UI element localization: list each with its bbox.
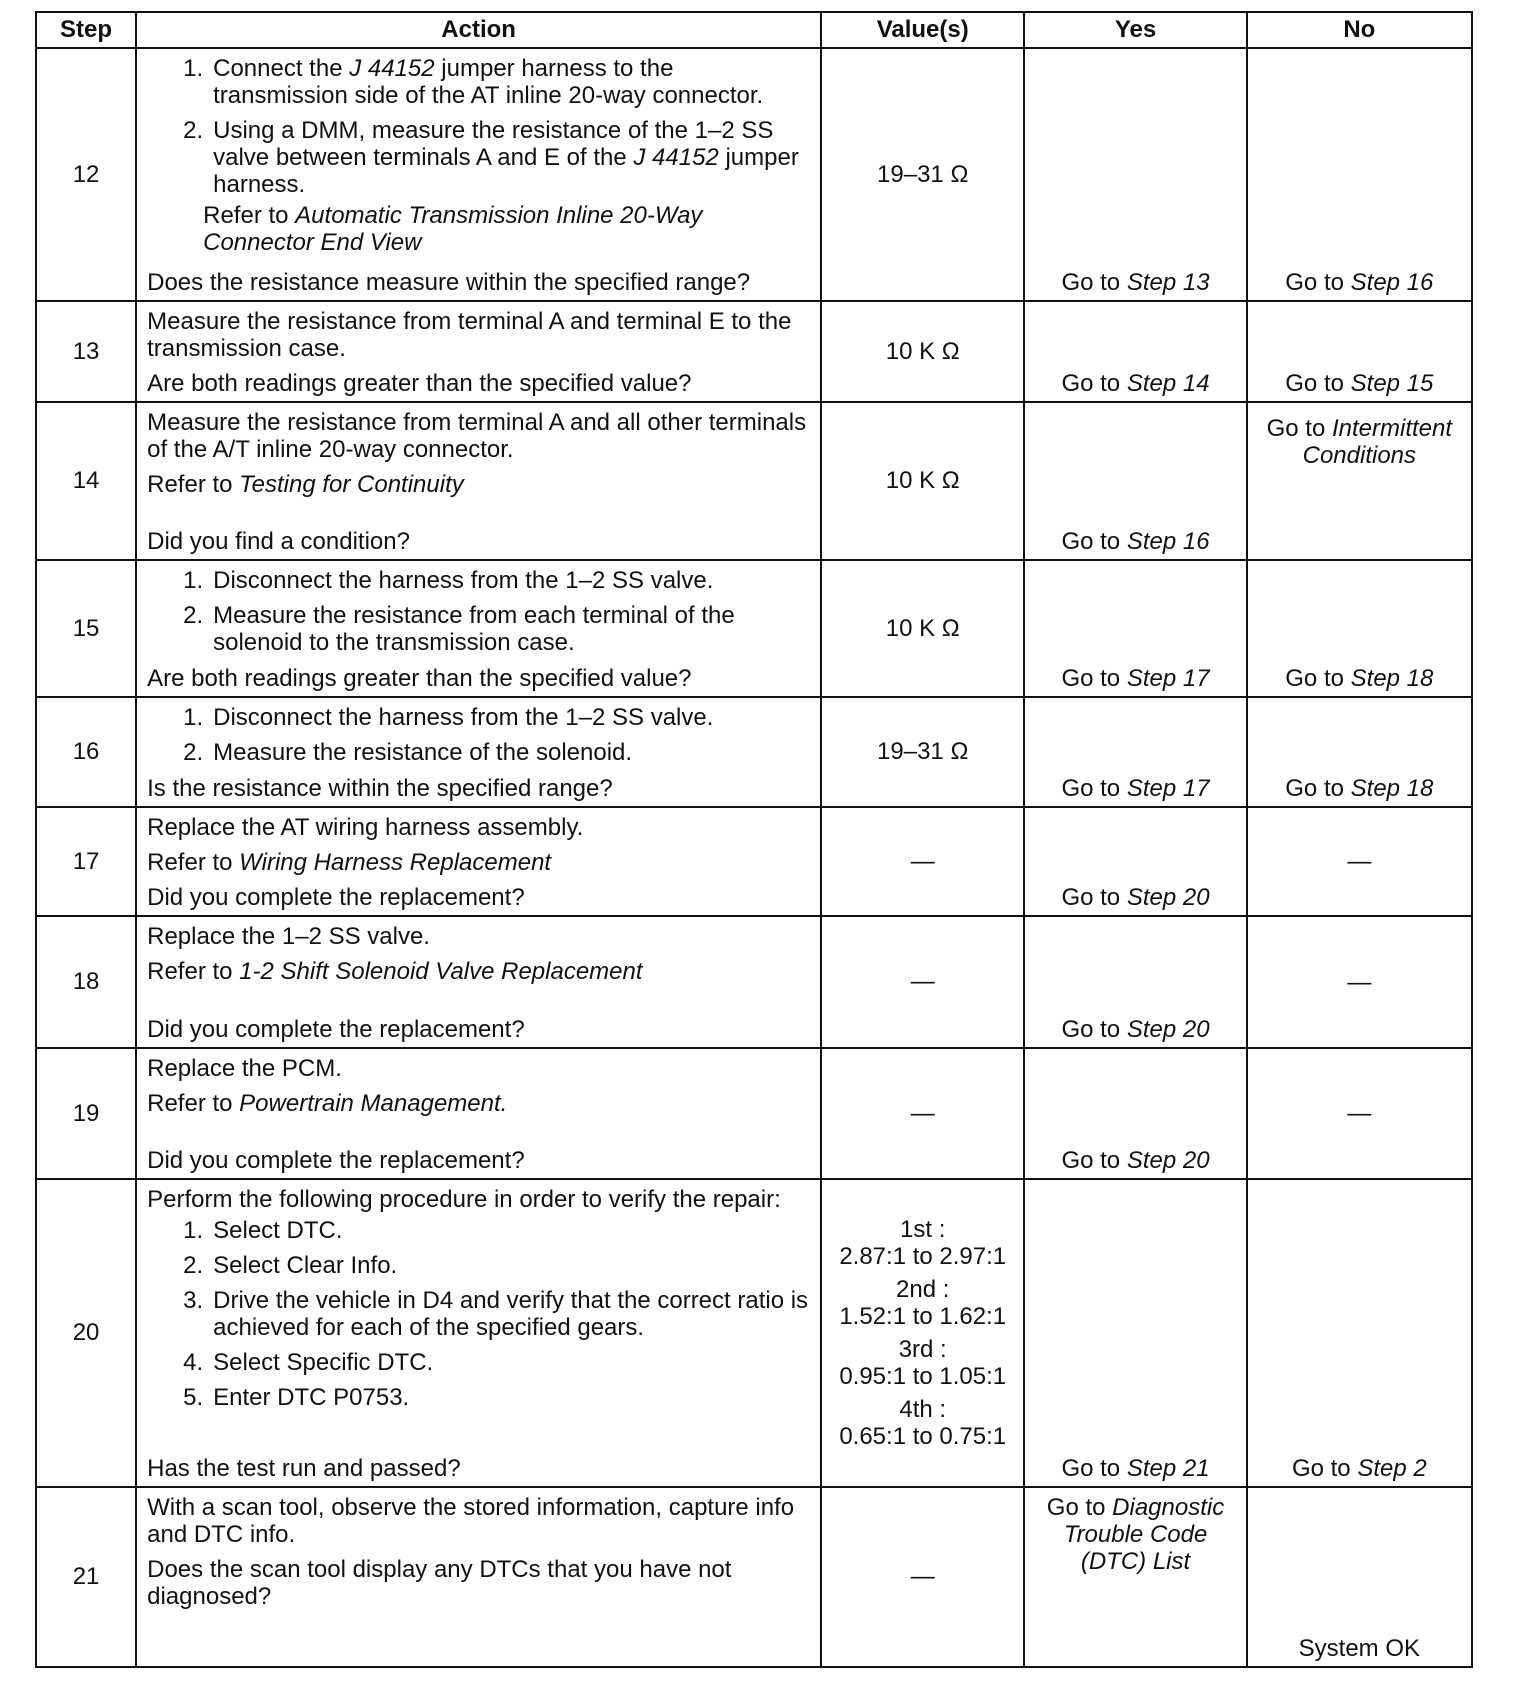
- value-cell: 10 K Ω: [821, 560, 1024, 697]
- question-text: Did you complete the replacement?: [147, 1147, 525, 1174]
- action-cell: Measure the resistance from terminal A and all other terminals of the A/T inline 20-way connector. Refer to Testing for Continuity Did you find a condition?: [136, 402, 821, 560]
- question-text: Has the test run and passed?: [147, 1455, 461, 1482]
- no-cell: —: [1247, 916, 1472, 1048]
- list-item: 1. Disconnect the harness from the 1–2 SS valve.: [183, 704, 714, 731]
- list-item: 4. Select Specific DTC.: [183, 1349, 434, 1376]
- question-text: Did you complete the replacement?: [147, 884, 525, 911]
- no-cell: Go to Step 2: [1247, 1179, 1472, 1487]
- yes-cell: Go to Step 17: [1024, 560, 1246, 697]
- table-row: [36, 1487, 1472, 1667]
- value-cell: —: [821, 1048, 1024, 1179]
- list-item: 2. Select Clear Info.: [183, 1252, 398, 1279]
- refer-text: Refer to Powertrain Management.: [147, 1090, 508, 1117]
- step-number: 21: [36, 1487, 136, 1667]
- list-item: 1. Connect the J 44152 jumper harness to the transmission side of the AT inline 20-way connector.: [183, 55, 764, 109]
- step-number: 13: [36, 301, 136, 402]
- action-cell: [136, 48, 821, 301]
- header-values: Value(s): [821, 12, 1024, 48]
- header-step: Step: [36, 12, 136, 48]
- list-item: 5. Enter DTC P0753.: [183, 1384, 410, 1411]
- question-text: Are both readings greater than the specified value?: [147, 665, 692, 692]
- yes-cell: Go to Step 17: [1024, 697, 1246, 807]
- refer-text: Refer to Automatic Transmission Inline 20-Way Connector End View: [203, 202, 703, 256]
- question-text: Does the resistance measure within the specified range?: [147, 269, 751, 296]
- step-number: 20: [36, 1179, 136, 1487]
- value-cell: 10 K Ω: [821, 402, 1024, 560]
- action-cell: Replace the PCM. Refer to Powertrain Management. Did you complete the replacement?: [136, 1048, 821, 1179]
- refer-text: Refer to Testing for Continuity: [147, 471, 464, 498]
- list-item: 1. Select DTC.: [183, 1217, 343, 1244]
- question-text: Did you complete the replacement?: [147, 1016, 525, 1043]
- yes-cell: Go to Step 20: [1024, 916, 1246, 1048]
- table-row: [36, 48, 1472, 301]
- no-cell: Go to Step 18: [1247, 560, 1472, 697]
- step-number: 19: [36, 1048, 136, 1179]
- action-cell: [136, 697, 821, 807]
- action-cell: Perform the following procedure in order to verify the repair: 1. Select DTC. 2. Select Clear Info. 3. Drive the vehicle in D4 and verify that the correct ratio is achieved for each of the specified gears. 4. Select Specific DTC. 5. Enter DTC P0753. Has the test run and passed?: [136, 1179, 821, 1487]
- list-item: 2. Using a DMM, measure the resistance of the 1–2 SS valve between terminals A and E of the J 44152 jumper harness.: [183, 117, 799, 198]
- step-number: 17: [36, 807, 136, 916]
- step-number: 14: [36, 402, 136, 560]
- no-cell: Go to Step 16: [1247, 48, 1472, 301]
- question-text: Is the resistance within the specified range?: [147, 775, 613, 802]
- list-item: 2. Measure the resistance of the solenoid.: [183, 739, 633, 766]
- no-cell: Go to Step 15: [1247, 301, 1472, 402]
- value-cell: —: [821, 807, 1024, 916]
- header-action: Action: [136, 12, 821, 48]
- no-cell: —: [1247, 1048, 1472, 1179]
- no-cell: —: [1247, 807, 1472, 916]
- table-row: [36, 1179, 1472, 1487]
- table-row: [36, 301, 1472, 402]
- header-row: [36, 12, 1472, 48]
- step-number: 16: [36, 697, 136, 807]
- step-number: 15: [36, 560, 136, 697]
- yes-cell: Go to Step 20: [1024, 1048, 1246, 1179]
- header-yes: Yes: [1024, 12, 1246, 48]
- refer-text: Refer to 1-2 Shift Solenoid Valve Replacement: [147, 958, 643, 985]
- question-text: Are both readings greater than the specified value?: [147, 370, 692, 397]
- action-cell: Measure the resistance from terminal A and terminal E to the transmission case. Are both readings greater than the specified value?: [136, 301, 821, 402]
- table-row: [36, 560, 1472, 697]
- table-row: [36, 1048, 1472, 1179]
- yes-cell: Go to Step 21: [1024, 1179, 1246, 1487]
- no-cell: Go to Step 18: [1247, 697, 1472, 807]
- value-cell: —: [821, 916, 1024, 1048]
- value-cell: 19–31 Ω: [821, 48, 1024, 301]
- yes-cell: Go to Step 16: [1024, 402, 1246, 560]
- diagnostic-table: [35, 11, 1473, 1668]
- refer-text: Refer to Wiring Harness Replacement: [147, 849, 552, 876]
- value-cell: —: [821, 1487, 1024, 1667]
- step-number: 12: [36, 48, 136, 301]
- yes-cell: Go to Step 13: [1024, 48, 1246, 301]
- list-item: 3. Drive the vehicle in D4 and verify that the correct ratio is achieved for each of the specified gears.: [183, 1287, 809, 1341]
- question-text: Did you find a condition?: [147, 528, 410, 555]
- value-cell: 1st : 2.87:1 to 2.97:1 2nd : 1.52:1 to 1.62:1 3rd : 0.95:1 to 1.05:1 4th : 0.65:1 to 0.75:1: [821, 1179, 1024, 1487]
- list-item: 2. Measure the resistance from each terminal of the solenoid to the transmission case.: [183, 602, 735, 656]
- no-cell: System OK: [1247, 1487, 1472, 1667]
- yes-cell: Go to Diagnostic Trouble Code (DTC) List: [1024, 1487, 1246, 1667]
- action-cell: Replace the 1–2 SS valve. Refer to 1-2 Shift Solenoid Valve Replacement Did you complete the replacement?: [136, 916, 821, 1048]
- table-row: [36, 916, 1472, 1048]
- no-cell: Go to Intermittent Conditions: [1247, 402, 1472, 560]
- yes-cell: Go to Step 20: [1024, 807, 1246, 916]
- step-number: 18: [36, 916, 136, 1048]
- action-cell: Replace the AT wiring harness assembly. Refer to Wiring Harness Replacement Did you complete the replacement?: [136, 807, 821, 916]
- action-cell: With a scan tool, observe the stored information, capture info and DTC info. Does the scan tool display any DTCs that you have not diagnosed?: [136, 1487, 821, 1667]
- table-row: [36, 402, 1472, 560]
- action-cell: [136, 560, 821, 697]
- value-cell: 19–31 Ω: [821, 697, 1024, 807]
- header-no: No: [1247, 12, 1472, 48]
- question-text: Does the scan tool display any DTCs that you have not diagnosed?: [147, 1556, 732, 1610]
- list-item: 1. Disconnect the harness from the 1–2 SS valve.: [183, 567, 714, 594]
- yes-cell: Go to Step 14: [1024, 301, 1246, 402]
- table-row: [36, 807, 1472, 916]
- value-cell: 10 K Ω: [821, 301, 1024, 402]
- table-row: [36, 697, 1472, 807]
